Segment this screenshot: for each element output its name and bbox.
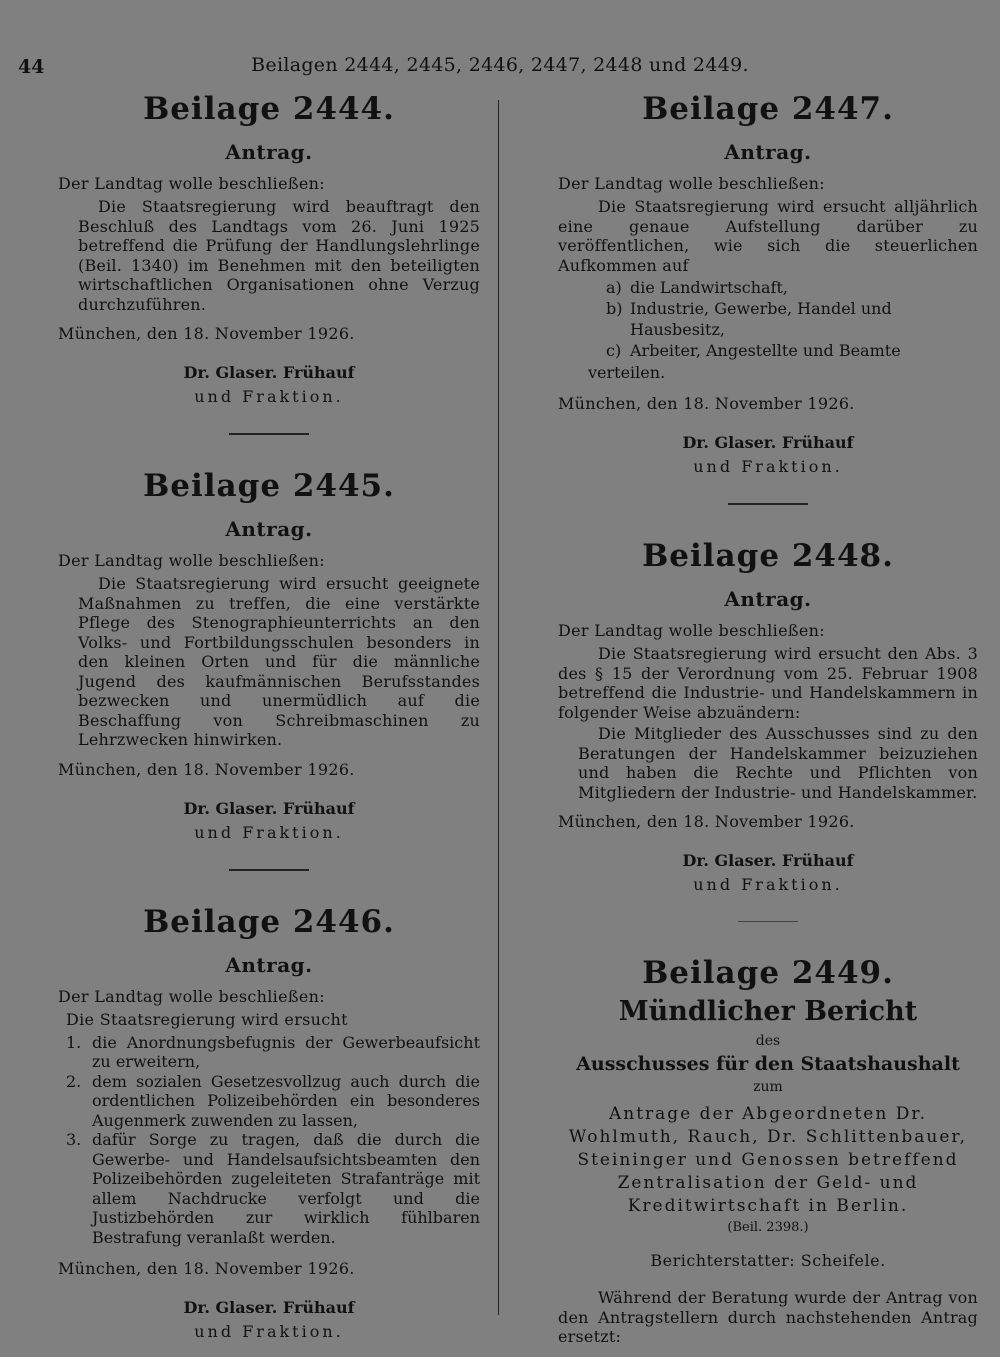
signature-fraktion: und Fraktion. <box>194 1322 344 1342</box>
list-marker: b) <box>606 299 623 319</box>
intro-line: Der Landtag wolle beschließen: <box>558 174 825 194</box>
bericht-heading: Mündlicher Bericht <box>618 996 918 1028</box>
intro-line: Der Landtag wolle beschließen: <box>58 551 325 571</box>
antrag-heading: Antrag. <box>225 140 313 165</box>
beilage-2445 <box>58 469 480 845</box>
beilage-2449 <box>558 956 978 1347</box>
list-marker: 2. <box>66 1071 82 1091</box>
intro-line: Der Landtag wolle beschließen: <box>58 174 325 194</box>
signature-names: Dr. Glaser. Frühauf <box>682 851 854 871</box>
intro-line: Der Landtag wolle beschließen: <box>558 621 825 641</box>
right-column <box>558 92 978 1357</box>
list-item <box>66 1072 480 1131</box>
committee-name: Ausschusses für den Staatshaushalt <box>576 1053 960 1076</box>
list-item <box>558 277 978 298</box>
signature <box>58 797 480 845</box>
beilage-reference: (Beil. 2398.) <box>727 1220 809 1236</box>
lettered-list <box>558 277 978 361</box>
date-line: München, den 18. November 1926. <box>558 812 855 832</box>
left-column <box>58 92 480 1344</box>
date-line: München, den 18. November 1926. <box>58 1259 355 1279</box>
motion-text: Die Staatsregierung wird ersucht den Abs. 3 des § 15 der Verordnung vom 25. Februar 1908 betreffend die Industrie- und Handelskammern in folgender Weise abzuändern: <box>558 644 978 722</box>
beilage-2444 <box>58 92 480 409</box>
amended-text: Die Mitglieder des Ausschusses sind zu den Beratungen der Handelskammer beizuziehen und haben die Rechte und Pflichten von Mitgliedern der Industrie- und Handelskammer. <box>578 724 978 802</box>
list-item <box>558 298 978 340</box>
list-marker: 3. <box>66 1130 82 1150</box>
antrag-heading: Antrag. <box>225 952 313 977</box>
beilage-2448 <box>558 539 978 897</box>
antrag-description: Antrage der Abgeordneten Dr. Wohlmuth, Rauch, Dr. Schlittenbauer, Steininger und Genossen betreffend Zentralisation der Geld- und Kreditwirtschaft in Berlin. <box>568 1104 968 1217</box>
signature-names: Dr. Glaser. Frühauf <box>183 1298 355 1318</box>
column-divider <box>498 100 499 1315</box>
closing-text: Während der Beratung wurde der Antrag von den Antragstellern durch nachstehenden Antrag ersetzt: <box>558 1288 978 1347</box>
beilage-2447 <box>558 92 978 479</box>
list-text: Arbeiter, Angestellte und Beamte <box>630 341 901 361</box>
antrag-heading: Antrag. <box>724 140 812 165</box>
section-title: Beilage 2449. <box>642 955 894 992</box>
section-title: Beilage 2448. <box>642 538 894 575</box>
signature-fraktion: und Fraktion. <box>194 387 344 407</box>
signature <box>58 361 480 409</box>
motion-text: Die Staatsregierung wird ersucht geeignete Maßnahmen zu treffen, die eine verstärkte Pflege des Stenographieunterrichts an den Volks- und Fortbildungsschulen besonders in den kleinen Orten und für die männliche Jugend des kaufmännischen Berufsstandes bezwecken und unermüdlich auf die Beschaffung von Schreibmaschinen zu Lehrzwecken hinwirken. <box>78 574 480 750</box>
list-text: die Anordnungsbefugnis der Gewerbeaufsicht zu erweitern, <box>92 1032 480 1072</box>
list-item <box>558 340 978 361</box>
list-text: die Landwirtschaft, <box>630 278 788 298</box>
list-marker: c) <box>606 341 622 361</box>
signature-names: Dr. Glaser. Frühauf <box>183 798 355 818</box>
date-line: München, den 18. November 1926. <box>558 394 855 414</box>
verteilen-line: verteilen. <box>588 363 666 383</box>
date-line: München, den 18. November 1926. <box>58 759 355 779</box>
section-title: Beilage 2446. <box>143 903 395 940</box>
beilage-2446 <box>58 905 480 1345</box>
separator-rule <box>738 921 798 922</box>
list-marker: 1. <box>66 1032 82 1052</box>
antrag-heading: Antrag. <box>724 587 812 612</box>
berichterstatter-line: Berichterstatter: Scheifele. <box>650 1251 886 1271</box>
list-text: dafür Sorge zu tragen, daß die durch die Gewerbe- und Handelsaufsichtsbeamten den Polizeibehörden zugeleiteten Strafanträge mit allem Nachdrucke verfolgt und die Justizbehörden zur wirklich fühlbaren Bestrafung veranlaßt werden. <box>92 1130 480 1247</box>
intro-line: Der Landtag wolle beschließen: <box>58 986 325 1006</box>
motion-text: Die Staatsregierung wird ersucht alljährlich eine genaue Aufstellung darüber zu veröffentlichen, wie sich die steuerlichen Aufkommen auf <box>558 197 978 275</box>
des-line: des <box>755 1033 781 1050</box>
list-marker: a) <box>606 278 622 298</box>
separator-rule <box>229 433 309 435</box>
section-title: Beilage 2447. <box>642 91 894 127</box>
section-title: Beilage 2445. <box>143 468 395 505</box>
signature <box>58 1296 480 1344</box>
motion-text: Die Staatsregierung wird beauftragt den Beschluß des Landtags vom 26. Juni 1925 betreffend die Prüfung der Handlungslehrlinge (Beil. 1340) im Benehmen mit den beteiligten wirtschaftlichen Organisationen ohne Verzug durchzuführen. <box>78 197 480 314</box>
page-number: 44 <box>18 56 45 78</box>
signature <box>558 431 978 479</box>
section-title: Beilage 2444. <box>143 91 395 127</box>
lead-line: Die Staatsregierung wird ersucht <box>66 1009 348 1029</box>
list-item <box>66 1033 480 1072</box>
separator-rule <box>728 503 808 505</box>
signature-fraktion: und Fraktion. <box>194 822 344 842</box>
list-item <box>66 1130 480 1247</box>
signature-fraktion: und Fraktion. <box>693 875 843 895</box>
numbered-list <box>66 1033 480 1248</box>
antrag-heading: Antrag. <box>225 517 313 542</box>
signature-names: Dr. Glaser. Frühauf <box>183 363 355 383</box>
date-line: München, den 18. November 1926. <box>58 324 355 344</box>
signature-names: Dr. Glaser. Frühauf <box>682 433 854 453</box>
list-text: dem sozialen Gesetzesvollzug auch durch die ordentlichen Polizeibehörden ein besonderes Augenmerk zuwenden zu lassen, <box>92 1071 480 1130</box>
separator-rule <box>229 869 309 871</box>
zum-line: zum <box>753 1079 783 1096</box>
signature-fraktion: und Fraktion. <box>693 457 843 477</box>
signature <box>558 849 978 897</box>
list-text: Industrie, Gewerbe, Handel und Hausbesitz, <box>630 299 892 340</box>
running-head: Beilagen 2444, 2445, 2446, 2447, 2448 und 2449. <box>251 54 749 76</box>
